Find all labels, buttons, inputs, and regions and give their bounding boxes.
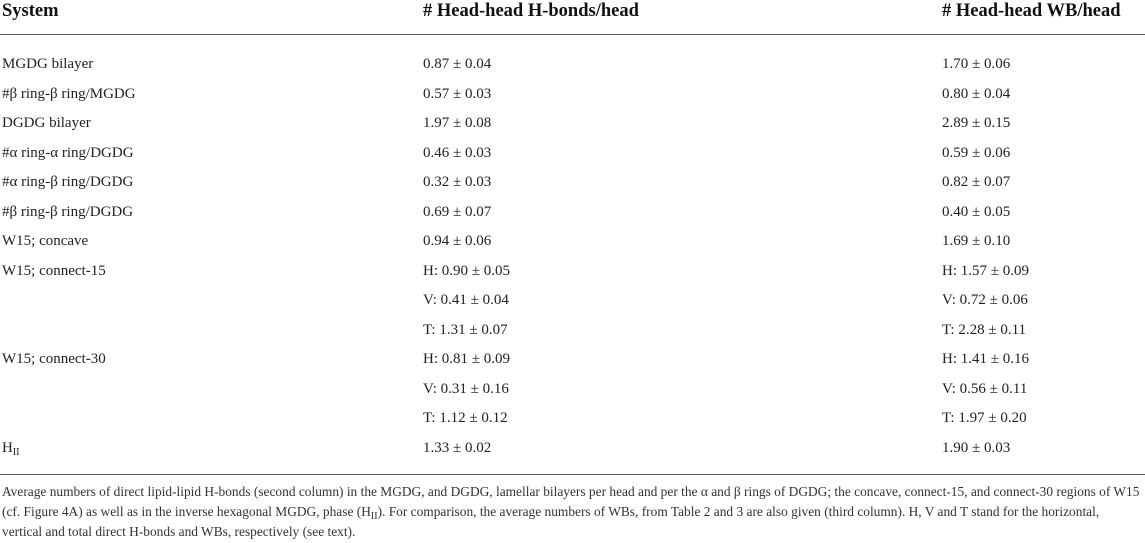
cell-hbonds: 0.57 ± 0.03 (423, 85, 492, 102)
caption-text-1: Average numbers of direct lipid-lipid H-bonds (second column) in the MGDG, and DGDG, lamellar bilayers per head and per the α and β rings of DGDG; the concave, connect-15, and connect-30 regions of W15 (cf. Figure 4A) as well as in the inverse hexagonal MGDG, phase (H (2, 484, 1140, 519)
cell-hbonds: 0.32 ± 0.03 (423, 174, 492, 190)
cell-system: W15; connect-30 (2, 351, 106, 367)
header-hbonds: # Head-head H-bonds/head (423, 1, 639, 21)
cell-system: DGDG bilayer (2, 115, 91, 131)
cell-wb: 1.90 ± 0.03 (942, 439, 1011, 456)
cell-system: W15; concave (2, 233, 89, 249)
cell-hbonds: 0.87 ± 0.04 (423, 56, 492, 72)
cell-system: W15; connect-15 (2, 262, 106, 279)
cell-hbonds: 0.94 ± 0.06 (423, 233, 492, 249)
cell-hbonds: H: 0.81 ± 0.09 (423, 351, 510, 367)
table-row (0, 257, 1145, 287)
cell-wb: 0.59 ± 0.06 (942, 144, 1011, 161)
caption-subscript: II (370, 511, 378, 522)
table-row (0, 168, 1145, 198)
cell-hbonds: V: 0.41 ± 0.04 (423, 292, 509, 308)
cell-wb: 1.70 ± 0.06 (942, 56, 1011, 72)
cell-system: #α ring-β ring/DGDG (2, 174, 134, 190)
caption-text-2: ). For comparison, the average numbers of WBs, from Table 2 and 3 are also given (third column). H, V and T stand for the horizontal, vertical and total direct H-bonds and WBs, respectively (see text). (2, 504, 1100, 539)
table-row (0, 109, 1145, 139)
footer-rule (0, 474, 1145, 475)
table-row (0, 404, 1145, 434)
cell-hbonds: 1.33 ± 0.02 (423, 439, 492, 456)
cell-hbonds: T: 1.12 ± 0.12 (423, 410, 508, 426)
cell-system: #α ring-α ring/DGDG (2, 144, 134, 161)
table-row (0, 434, 1145, 464)
cell-wb: 2.89 ± 0.15 (942, 115, 1011, 131)
table-row (0, 345, 1145, 375)
cell-wb: 0.82 ± 0.07 (942, 174, 1011, 190)
cell-hbonds: V: 0.31 ± 0.16 (423, 380, 509, 397)
cell-hbonds: 0.46 ± 0.03 (423, 144, 492, 161)
cell-wb: H: 1.41 ± 0.16 (942, 351, 1029, 367)
table-row (0, 139, 1145, 169)
header-rule (0, 34, 1145, 35)
table-row (0, 80, 1145, 110)
cell-wb: V: 0.72 ± 0.06 (942, 292, 1028, 308)
cell-wb: 1.69 ± 0.10 (942, 233, 1011, 249)
cell-system (2, 434, 20, 464)
table-row (0, 50, 1145, 80)
table-caption (2, 482, 1142, 542)
table-row (0, 286, 1145, 316)
cell-wb: 0.80 ± 0.04 (942, 85, 1011, 102)
cell-wb: T: 1.97 ± 0.20 (942, 410, 1027, 426)
cell-wb: V: 0.56 ± 0.11 (942, 380, 1028, 397)
cell-hbonds: 0.69 ± 0.07 (423, 203, 492, 220)
cell-system: #β ring-β ring/MGDG (2, 85, 136, 102)
cell-wb: H: 1.57 ± 0.09 (942, 262, 1029, 279)
cell-system: MGDG bilayer (2, 56, 94, 72)
table-row (0, 198, 1145, 228)
system-subscript: II (12, 446, 20, 458)
header-system: System (2, 1, 59, 21)
cell-hbonds: T: 1.31 ± 0.07 (423, 321, 508, 338)
cell-hbonds: 1.97 ± 0.08 (423, 115, 492, 131)
cell-wb: 0.40 ± 0.05 (942, 203, 1011, 220)
table-body (0, 50, 1145, 463)
table-header-row (0, 0, 1145, 27)
cell-system: #β ring-β ring/DGDG (2, 203, 134, 220)
cell-hbonds: H: 0.90 ± 0.05 (423, 262, 510, 279)
table-row (0, 227, 1145, 257)
table-row (0, 375, 1145, 405)
table-row (0, 316, 1145, 346)
cell-wb: T: 2.28 ± 0.11 (942, 321, 1027, 338)
header-wb: # Head-head WB/head (942, 1, 1121, 21)
system-symbol: H (2, 439, 13, 456)
